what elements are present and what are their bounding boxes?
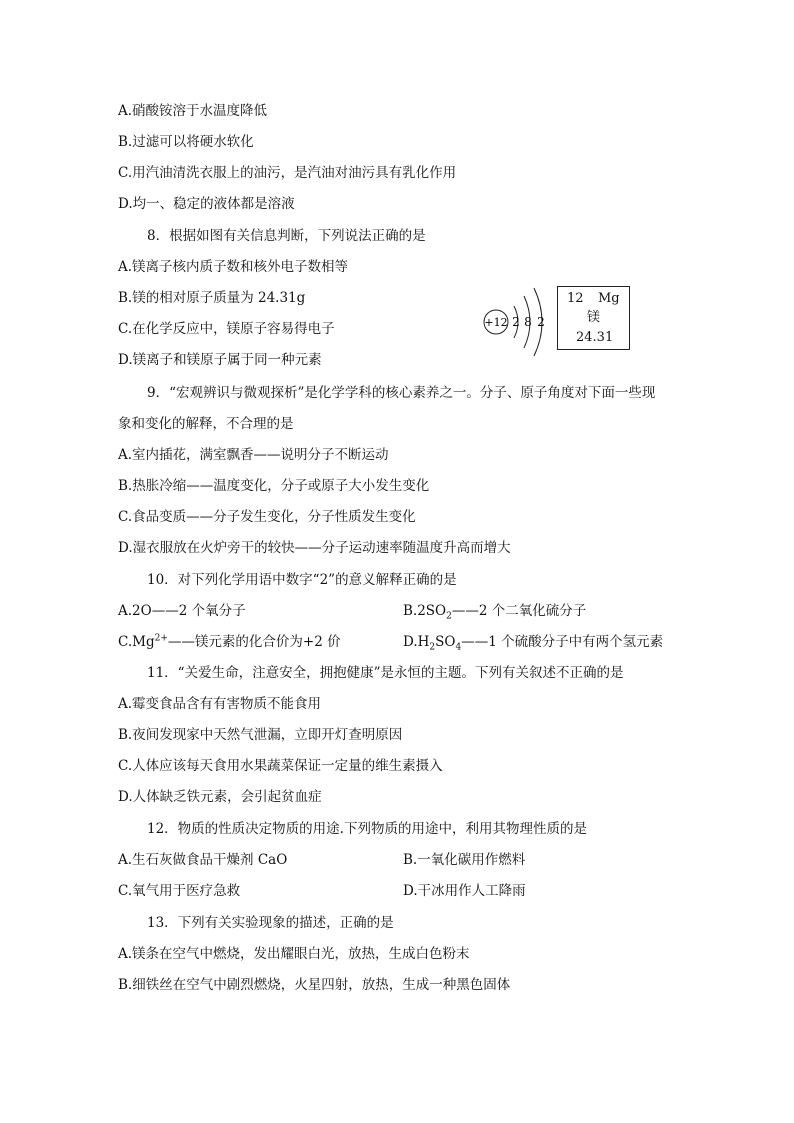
option-8c: C.在化学反应中，镁原子容易得电子	[118, 321, 335, 337]
option-10c	[118, 632, 341, 652]
element-symbol: Mg	[598, 291, 620, 306]
option-10d-sub-1: 2	[429, 642, 436, 653]
nucleus-charge: +12	[484, 316, 508, 329]
shell-electrons-3: 2	[537, 315, 545, 329]
question-8: 8．根据如图有关信息判断，下列说法正确的是	[147, 228, 426, 244]
option-10b	[403, 601, 586, 621]
question-9-cont: 象和变化的解释，不合理的是	[118, 416, 294, 432]
option-10c-prefix: C.Mg	[118, 634, 155, 650]
atomic-number: 12	[567, 291, 584, 306]
option-10d-mid: SO	[435, 634, 456, 650]
option-8d: D.镁离子和镁原子属于同一种元素	[118, 352, 322, 368]
option-7c: C.用汽油清洗衣服上的油污，是汽油对油污具有乳化作用	[118, 165, 457, 181]
option-7a: A.硝酸铵溶于水温度降低	[118, 103, 268, 119]
option-8b: B.镁的相对原子质量为 24.31g	[118, 290, 306, 306]
element-name: 镁	[587, 310, 601, 325]
option-11b: B.夜间发现家中天然气泄漏，立即开灯查明原因	[118, 727, 403, 743]
option-10c-superscript: 2+	[154, 633, 168, 644]
option-10b-prefix: B.2SO	[403, 603, 447, 619]
option-12d: D.干冰用作人工降雨	[403, 883, 526, 899]
option-10b-subscript: 2	[446, 611, 452, 622]
question-13: 13．下列有关实验现象的描述，正确的是	[147, 915, 394, 931]
option-7b: B.过滤可以将硬水软化	[118, 134, 254, 150]
option-9d: D.湿衣服放在火炉旁干的较快——分子运动速率随温度升高而增大	[118, 540, 511, 556]
atom-structure-diagram	[480, 282, 560, 362]
option-10c-rest: ——镁元素的化合价为+2 价	[167, 634, 341, 650]
shell-electrons-1: 2	[512, 315, 520, 329]
option-12b: B.一氧化碳用作燃料	[403, 852, 526, 868]
option-8a: A.镁离子核内质子数和核外电子数相等	[118, 259, 349, 275]
shell-electrons-2: 8	[524, 315, 532, 329]
option-10a: A.2O——2 个氧分子	[118, 603, 246, 619]
option-13b: B.细铁丝在空气中剧烈燃烧，火星四射，放热，生成一种黑色固体	[118, 977, 511, 993]
question-9: 9．“宏观辨识与微观探析”是化学学科的核心素养之一。分子、原子角度对下面一些现	[147, 385, 656, 401]
option-12a: A.生石灰做食品干燥剂 CaO	[118, 852, 288, 868]
question-11: 11．“关爱生命，注意安全，拥抱健康”是永恒的主题。下列有关叙述不正确的是	[147, 665, 624, 681]
option-7d: D.均一、稳定的液体都是溶液	[118, 196, 295, 212]
option-11d: D.人体缺乏铁元素，会引起贫血症	[118, 789, 322, 805]
option-11a: A.霉变食品含有有害物质不能食用	[118, 696, 322, 712]
option-10b-rest: ——2 个二氧化硫分子	[451, 603, 587, 619]
option-10d-sub-2: 4	[455, 642, 462, 653]
question-10: 10．对下列化学用语中数字“2”的意义解释正确的是	[147, 572, 457, 588]
question-12: 12．物质的性质决定物质的用途.下列物质的用途中，利用其物理性质的是	[147, 821, 587, 837]
option-11c: C.人体应该每天食用水果蔬菜保证一定量的维生素摄入	[118, 758, 443, 774]
atomic-mass: 24.31	[576, 330, 614, 345]
option-9a: A.室内插花，满室飘香——说明分子不断运动	[118, 447, 389, 463]
option-10d	[403, 632, 663, 652]
element-card	[557, 286, 630, 350]
option-9b: B.热胀冷缩——温度变化，分子或原子大小发生变化	[118, 478, 430, 494]
option-10d-prefix: D.H	[403, 634, 430, 650]
option-9c: C.食品变质——分子发生变化，分子性质发生变化	[118, 509, 416, 525]
option-10d-rest: ——1 个硫酸分子中有两个氢元素	[461, 634, 664, 650]
option-12c: C.氧气用于医疗急救	[118, 883, 241, 899]
option-13a: A.镁条在空气中燃烧，发出耀眼白光，放热，生成白色粉末	[118, 946, 470, 962]
